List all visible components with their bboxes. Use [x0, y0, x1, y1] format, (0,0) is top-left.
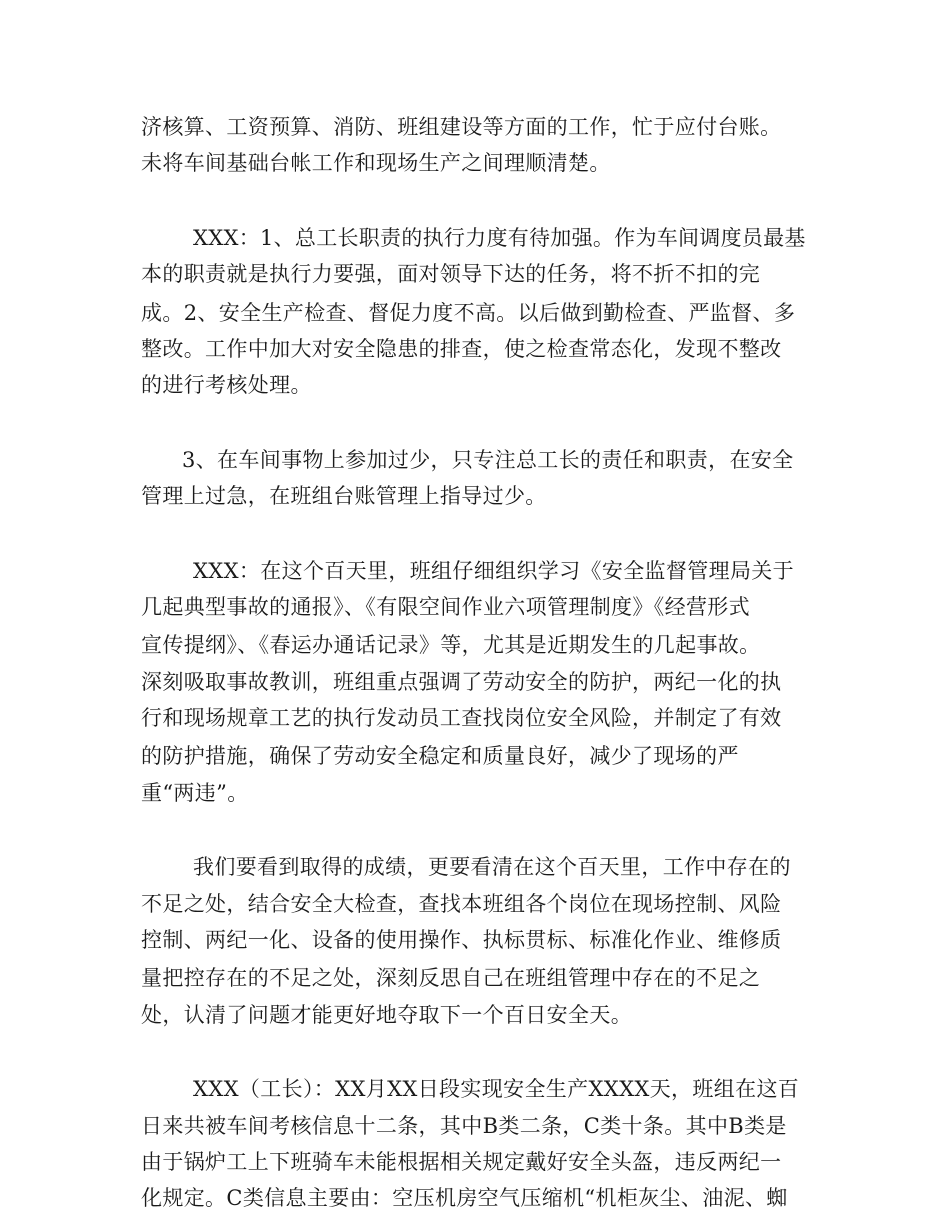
text-line: 控制、两纪一化、设备的使用操作、执标贯标、标准化作业、维修质	[141, 928, 782, 953]
text-line: 整改。工作中加大对安全隐患的排查，使之检查常态化，发现不整改	[141, 336, 782, 361]
text-line: 行和现场规章工艺的执行发动员工查找岗位安全风险，并制定了有效	[141, 706, 782, 731]
text-line: 化规定。C类信息主要由：空压机房空气压缩机“机柜灰尘、油泥、蜘	[141, 1186, 788, 1211]
text-line: 我们要看到取得的成绩，更要看清在这个百天里，工作中存在的	[193, 855, 791, 880]
text-line: 处，认清了问题才能更好地夺取下一个百日安全天。	[141, 1002, 633, 1027]
text-line: 本的职责就是执行力要强，面对领导下达的任务，将不折不扣的完	[141, 262, 761, 287]
text-line: 3、在车间事物上参加过少，只专注总工长的责任和职责，在安全	[182, 447, 794, 472]
text-line: 重“两违”。	[141, 780, 249, 805]
text-line: 的进行考核处理。	[141, 373, 312, 398]
text-line: 由于锅炉工上下班骑车未能根据相关规定戴好安全头盔，违反两纪一	[141, 1149, 782, 1174]
text-line: 几起典型事故的通报》、《有限空间作业六项管理制度》《经营形式	[141, 595, 750, 620]
text-line: XXX：1、总工长职责的执行力度有待加强。作为车间调度员最基	[193, 225, 806, 250]
text-line: 管理上过急，在班组台账管理上指导过少。	[141, 484, 547, 509]
text-line: XXX：在这个百天里，班组仔细组织学习《安全监督管理局关于	[193, 558, 794, 583]
text-line: 量把控存在的不足之处，深刻反思自己在班组管理中存在的不足之	[141, 966, 761, 991]
text-line: XXX（工长）：XX月XX日段实现安全生产XXXX天，班组在这百	[193, 1077, 800, 1102]
text-line: 成。2、安全生产检查、督促力度不高。以后做到勤检查、严监督、多	[141, 300, 796, 325]
text-line: 日来共被车间考核信息十二条，其中B类二条，C类十条。其中B类是	[141, 1113, 787, 1138]
text-line: 深刻吸取事故教训，班组重点强调了劳动安全的防护，两纪一化的执	[141, 669, 782, 694]
text-line: 的防护措施，确保了劳动安全稳定和质量良好，减少了现场的严	[141, 744, 739, 769]
text-line: 未将车间基础台帐工作和现场生产之间理顺清楚。	[141, 151, 611, 176]
text-line: 宣传提纲》、《春运办通话记录》等，尤其是近期发生的几起事故。	[141, 633, 761, 658]
text-line: 济核算、工资预算、消防、班组建设等方面的工作，忙于应付台账。	[141, 115, 782, 139]
text-line: 不足之处，结合安全大检查，查找本班组各个岗位在现场控制、风险	[141, 891, 782, 916]
